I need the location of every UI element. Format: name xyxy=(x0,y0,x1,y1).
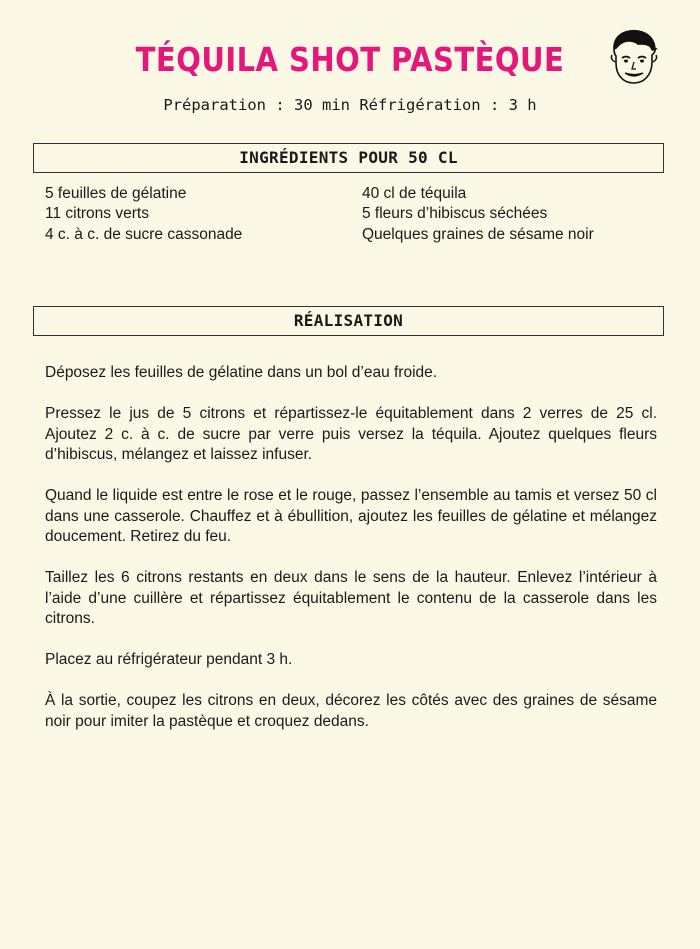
ingredients-right-column xyxy=(362,184,594,245)
step-paragraph: À la sortie, coupez les citrons en deux, décorez les côtés avec des graines de sésame noir pour imiter la pastèque et croquez dedans. xyxy=(45,692,657,730)
ingredient-item: 5 feuilles de gélatine xyxy=(45,185,187,202)
ingredient-item: 11 citrons verts xyxy=(45,205,149,223)
ingredient-item: 4 c. à c. de sucre cassonade xyxy=(45,225,243,243)
step-paragraph: Pressez le jus de 5 citrons et répartissez-le équitablement dans 2 verres de 25 cl. Ajoutez 2 c. à c. de sucre par verre puis versez la téquila. Ajoutez quelques fleurs d’hibiscus, mélangez et laissez infuser. xyxy=(45,405,657,463)
chef-portrait-icon xyxy=(608,28,660,86)
recipe-title: TÉQUILA SHOT PASTÈQUE xyxy=(135,40,565,79)
step-paragraph: Placez au réfrigérateur pendant 3 h. xyxy=(45,651,293,668)
step-paragraph: Déposez les feuilles de gélatine dans un bol d’eau froide. xyxy=(45,364,438,381)
ingredient-item: 5 fleurs d’hibiscus séchées xyxy=(362,205,548,223)
ingredients-heading: INGRÉDIENTS POUR 50 CL xyxy=(33,143,664,173)
preparation-times: Préparation : 30 min Réfrigération : 3 h xyxy=(163,96,537,114)
ingredient-item: 40 cl de téquila xyxy=(362,185,467,202)
realisation-heading: RÉALISATION xyxy=(33,306,664,336)
ingredients-left-column xyxy=(45,184,242,245)
step-paragraph: Quand le liquide est entre le rose et le rouge, passez l’ensemble au tamis et versez 50 cl dans une casserole. Chauffez et à ébullition, ajoutez les feuilles de gélatine et mélangez doucement. Retirez du feu. xyxy=(45,487,657,545)
ingredient-item: Quelques graines de sésame noir xyxy=(362,225,594,243)
step-paragraph: Taillez les 6 citrons restants en deux dans le sens de la hauteur. Enlevez l’intérieur à l’aide d’une cuillère et répartissez équitablement le contenu de la casserole dans les citrons. xyxy=(45,569,657,627)
realisation-steps xyxy=(45,363,657,753)
